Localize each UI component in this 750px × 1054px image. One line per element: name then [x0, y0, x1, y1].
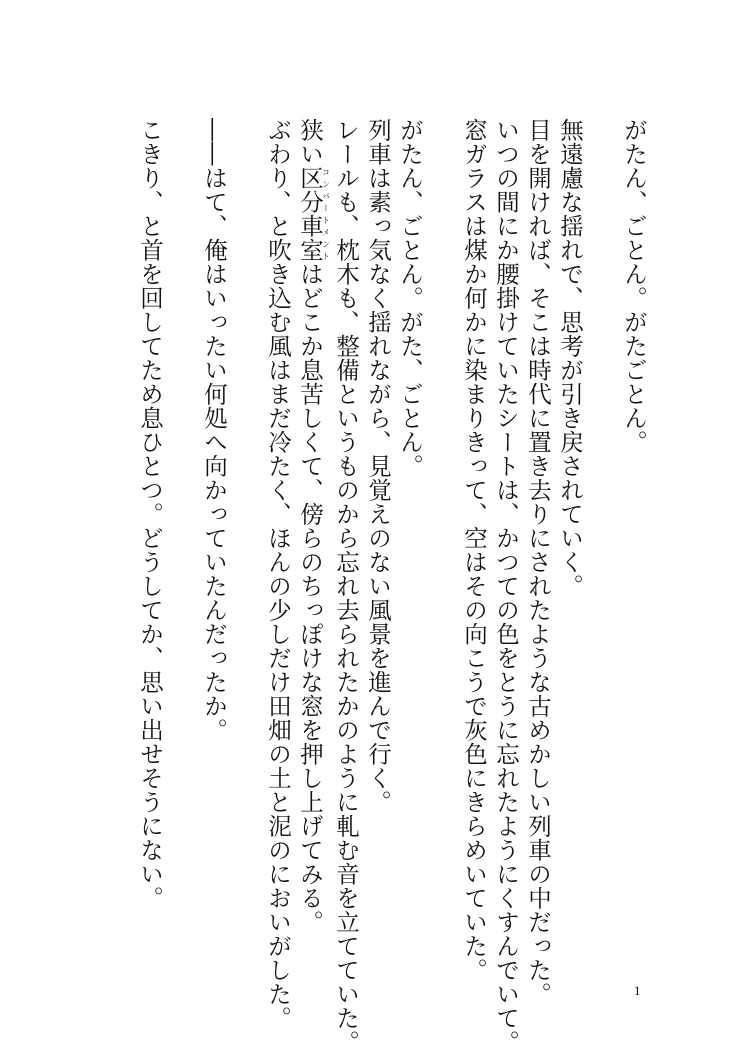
- blank-line: [586, 118, 618, 978]
- ruby-reading: コンパートメント: [321, 166, 331, 262]
- blank-line: [166, 118, 198, 978]
- paragraph-line: いつの間にか腰掛けていたシートは、かつての色をとうに忘れたようにくすんでいて。: [492, 118, 520, 1054]
- ruby-line-before: 狭い: [296, 118, 324, 166]
- paragraph-line-with-ruby: [294, 118, 330, 978]
- paragraph-line: こきり、と首を回してため息ひとつ。どうしてか、思い出せそうにない。: [136, 118, 164, 910]
- ruby-annotation: 区分車室コンパートメント: [296, 166, 331, 262]
- blank-line: [426, 118, 458, 978]
- paragraph-line: 窓ガラスは煤か何かに染まりきって、空はその向こうで灰色にきらめいていた。: [460, 118, 488, 982]
- page-number: 1: [634, 983, 641, 998]
- ruby-line-after: はどこか息苦しくて、傍らのちっぽけな窓を押し上げてみる。: [296, 262, 324, 934]
- paragraph-line: がたん、ごとん。がた、ごとん。: [396, 118, 424, 478]
- paragraph-line: 列車は素っ気なく揺れながら、見覚えのない風景を進んで行く。: [364, 118, 392, 814]
- paragraph-line: ぶわり、と吹き込む風はまだ冷たく、ほんの少しだけ田畑の土と泥のにおいがした。: [264, 118, 292, 1030]
- paragraph-line: がたん、ごとん。がたごとん。: [620, 118, 648, 454]
- vertical-text-body: [134, 118, 650, 1054]
- paragraph-line: レールも、枕木も、整備というものから忘れ去られたかのように軋む音を立てていた。: [332, 118, 360, 1054]
- paragraph-line: ――はて、俺はいったい何処へ向かっていたんだったか。: [200, 118, 228, 742]
- paragraph-line: 目を開ければ、そこは時代に置き去りにされたような古めかしい列車の中だった。: [524, 118, 552, 1006]
- paragraph-line: 無遠慮な揺れで、思考が引き戻されていく。: [556, 118, 584, 598]
- blank-line: [230, 118, 262, 978]
